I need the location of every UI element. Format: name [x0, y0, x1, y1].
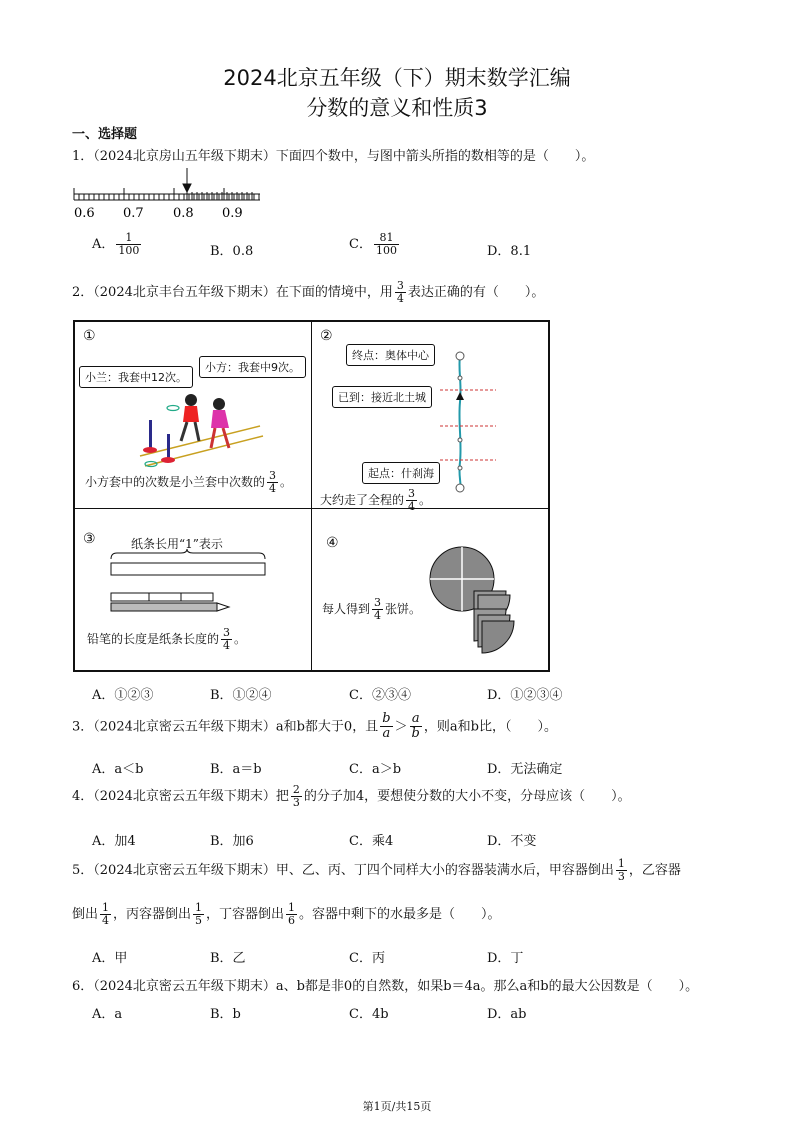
q2-option-d[interactable]: D．①②③④: [487, 688, 563, 703]
arrow-indicator: [183, 168, 191, 192]
cell-4-number: ④: [326, 535, 339, 551]
number-line-figure: [72, 166, 272, 224]
q1-option-a[interactable]: A． $\frac{1}{100}$: [92, 231, 140, 258]
q2-option-b[interactable]: B．①②④: [210, 688, 272, 703]
q1-option-b[interactable]: B．0.8: [210, 244, 254, 259]
q5-option-c[interactable]: C．丙: [349, 951, 385, 966]
ruler-label-3: 0.8: [173, 206, 194, 221]
ruler-label-1: 0.6: [74, 206, 95, 221]
cell-2-caption: 大约走了全程的 $\frac{3}{4}$ 。: [320, 487, 432, 514]
bubble-start: 起点：什刹海: [362, 462, 440, 484]
scenario-cell-1: [74, 321, 312, 509]
pancake-illustration: [422, 539, 552, 669]
cell-1-caption: 小方套中的次数是小兰套中次数的 $\frac{3}{4}$ 。: [85, 469, 293, 496]
cell-3-number: ③: [83, 531, 96, 547]
q3-option-a[interactable]: A．a＜b: [92, 762, 144, 777]
q2-option-a[interactable]: A．①②③: [92, 688, 154, 703]
q5-option-d[interactable]: D．丁: [487, 951, 524, 966]
title-line-1: 2024北京五年级（下）期末数学汇编: [223, 66, 571, 90]
q5-option-a[interactable]: A．甲: [92, 951, 128, 966]
bubble-end: 终点：奥体中心: [346, 344, 435, 366]
question-1-text: 1．（2024北京房山五年级下期末）下面四个数中，与图中箭头所指的数相等的是（ ）。: [72, 149, 595, 164]
scenario-cell-2: [311, 321, 549, 514]
question-3-text: 3．（2024北京密云五年级下期末）a和b都大于0，且 $\frac{b}{a}$ ＞ $\frac{a}{b}$ ，则a和b比，（ ）。: [72, 711, 557, 742]
section-heading: 一、选择题: [72, 127, 138, 142]
ruler-label-2: 0.7: [123, 206, 144, 221]
question-6-text: 6．（2024北京密云五年级下期末）a、b都是非0的自然数，如果b＝4a。那么a和b的最大公因数是（ ）。: [72, 979, 699, 994]
q6-option-a[interactable]: A．a: [92, 1007, 123, 1022]
cell-3-caption: 铅笔的长度是纸条长度的 $\frac{3}{4}$ 。: [87, 626, 247, 653]
q2-option-c[interactable]: C．②③④: [349, 688, 411, 703]
q4-option-d[interactable]: D．不变: [487, 834, 537, 849]
q6-option-c[interactable]: C．4b: [349, 1007, 389, 1022]
scenario-grid: [73, 320, 550, 672]
question-5-line-2: 倒出 $\frac{1}{4}$ ，丙容器倒出 $\frac{1}{5}$ ，丁容器倒出 $\frac{1}{6}$ 。容器中剩下的水最多是（ ）。: [72, 901, 501, 928]
cell-4-caption: 每人得到 $\frac{3}{4}$ 张饼。: [322, 596, 422, 623]
q6-option-b[interactable]: B．b: [210, 1007, 241, 1022]
paper-strip-label: 纸条长用“1”表示: [131, 537, 223, 551]
page-footer: 第1页/共15页: [362, 1100, 432, 1113]
question-4-text: 4．（2024北京密云五年级下期末）把 $\frac{2}{3}$ 的分子加4，要想使分数的大小不变，分母应该（ ）。: [72, 783, 631, 810]
q6-option-d[interactable]: D．ab: [487, 1007, 527, 1022]
q3-option-c[interactable]: C．a＞b: [349, 762, 402, 777]
bubble-arrived: 已到：接近北土城: [332, 386, 432, 408]
cell-1-number: ①: [83, 328, 96, 344]
q3-option-b[interactable]: B．a＝b: [210, 762, 262, 777]
q3-option-d[interactable]: D．无法确定: [487, 762, 563, 777]
route-map: [432, 342, 512, 502]
q5-option-b[interactable]: B．乙: [210, 951, 246, 966]
scenario-cell-4: [311, 508, 549, 671]
q4-option-b[interactable]: B．加6: [210, 834, 254, 849]
cell-2-number: ②: [320, 328, 333, 344]
question-2-text: 2．（2024北京丰台五年级下期末）在下面的情境中，用 $\frac{3}{4}$ 表达正确的有（ ）。: [72, 279, 545, 306]
title-line-2: 分数的意义和性质3: [306, 96, 488, 120]
ring-toss-illustration: [135, 386, 265, 471]
strip-and-pencil: [109, 549, 309, 619]
bubble-xiaolan: 小兰：我套中12次。: [79, 366, 193, 388]
scenario-cell-3: [74, 508, 312, 671]
q1-option-d[interactable]: D．8.1: [487, 244, 532, 259]
question-5-line-1: 5．（2024北京密云五年级下期末）甲、乙、丙、丁四个同样大小的容器装满水后，甲容器倒出 $\frac{1}{3}$ ，乙容器: [72, 857, 681, 884]
q4-option-c[interactable]: C．乘4: [349, 834, 394, 849]
ruler-label-4: 0.9: [222, 206, 243, 221]
bubble-xiaofang: 小方：我套中9次。: [199, 356, 306, 378]
q4-option-a[interactable]: A．加4: [92, 834, 136, 849]
q1-option-c[interactable]: C． $\frac{81}{100}$: [349, 231, 397, 258]
